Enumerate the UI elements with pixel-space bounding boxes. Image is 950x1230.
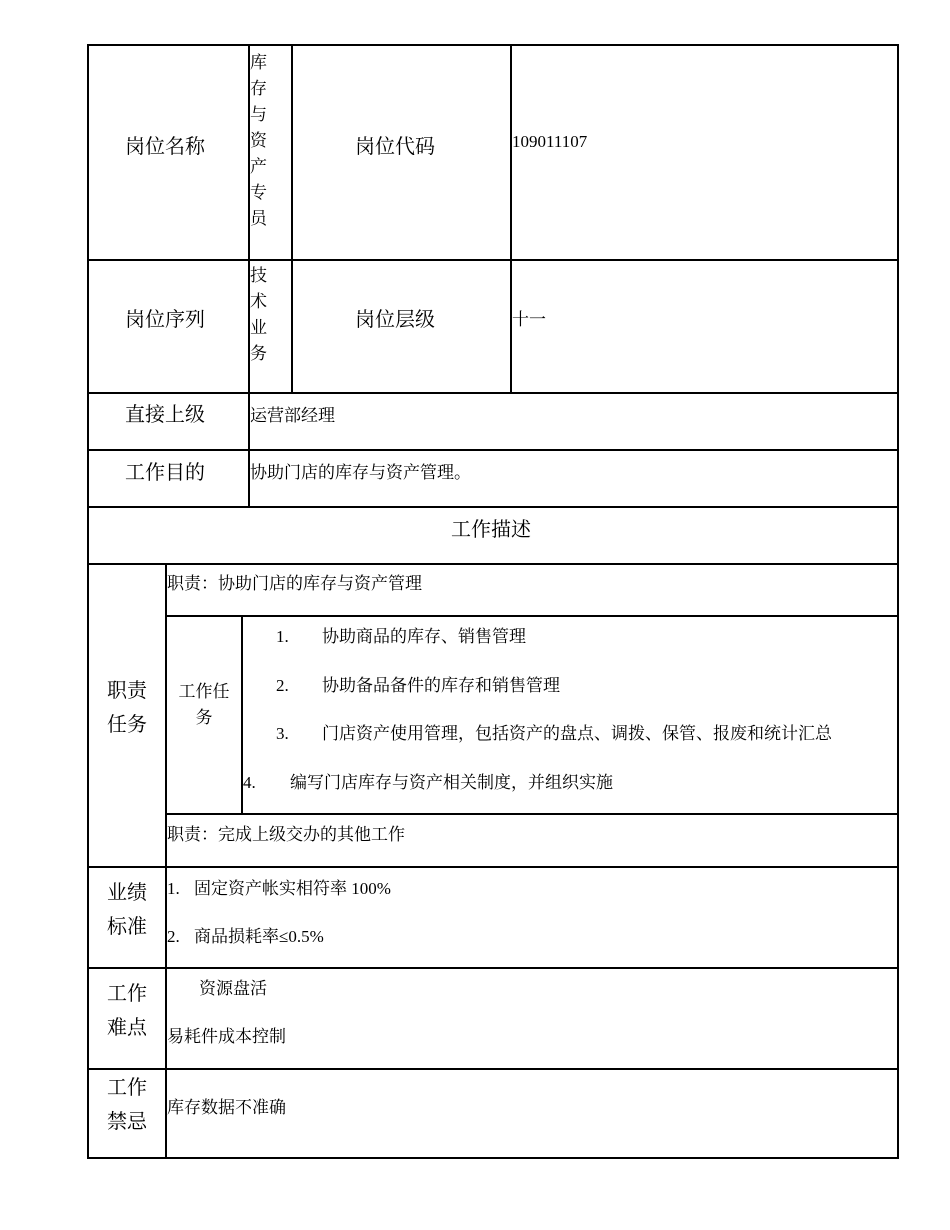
duties-label-line1: 职责 bbox=[107, 678, 147, 702]
task-item bbox=[276, 622, 526, 647]
task-text: 协助商品的库存、销售管理 bbox=[322, 627, 526, 646]
duties-label-line2: 任务 bbox=[107, 712, 147, 736]
performance-text: 商品损耗率≤0.5% bbox=[194, 927, 324, 946]
task-text: 编写门店库存与资产相关制度，并组织实施 bbox=[290, 773, 613, 792]
table-border-right bbox=[897, 44, 899, 1159]
row-divider bbox=[87, 506, 899, 508]
row-divider bbox=[165, 615, 899, 617]
task-number: 3. bbox=[276, 724, 289, 743]
taboo-item: 库存数据不准确 bbox=[167, 1098, 286, 1117]
post-sequence-value: 技术业务 bbox=[250, 266, 267, 364]
task-item bbox=[276, 719, 832, 744]
description-title: 工作描述 bbox=[451, 517, 531, 541]
performance-label-line2: 标准 bbox=[107, 914, 147, 938]
purpose-value: 协助门店的库存与资产管理。 bbox=[250, 463, 471, 482]
row-divider bbox=[165, 813, 899, 815]
column-divider bbox=[291, 44, 293, 394]
post-level-label: 岗位层级 bbox=[355, 307, 435, 331]
row-divider bbox=[87, 1068, 899, 1070]
row-divider bbox=[87, 259, 899, 261]
row-divider bbox=[87, 563, 899, 565]
table-border-top bbox=[87, 44, 899, 46]
post-code-value: 109011107 bbox=[512, 132, 588, 151]
taboo-label-line2: 禁忌 bbox=[107, 1109, 147, 1133]
task-number: 1. bbox=[276, 627, 289, 646]
difficulty-item: 易耗件成本控制 bbox=[167, 1027, 286, 1046]
performance-item bbox=[167, 874, 391, 899]
taboo-label bbox=[89, 1070, 165, 1138]
column-divider bbox=[165, 563, 167, 1159]
difficulty-label-line2: 难点 bbox=[107, 1015, 147, 1039]
task-item bbox=[243, 768, 613, 793]
tasks-label bbox=[167, 679, 241, 731]
row-divider bbox=[87, 449, 899, 451]
superior-value: 运营部经理 bbox=[250, 406, 335, 425]
task-item bbox=[276, 671, 560, 696]
tasks-label-line1: 工作任 bbox=[178, 682, 230, 702]
purpose-label: 工作目的 bbox=[125, 460, 205, 484]
post-level-value: 十一 bbox=[512, 310, 546, 329]
post-sequence-label: 岗位序列 bbox=[125, 307, 205, 331]
performance-label bbox=[89, 875, 165, 943]
taboo-label-line1: 工作 bbox=[107, 1075, 147, 1099]
task-number: 4. bbox=[243, 773, 256, 792]
post-name-label: 岗位名称 bbox=[125, 134, 205, 158]
post-code-label: 岗位代码 bbox=[355, 134, 435, 158]
post-name-value: 库存与资产专员 bbox=[250, 53, 267, 229]
difficulty-label bbox=[89, 976, 165, 1044]
row-divider bbox=[87, 866, 899, 868]
difficulty-label-line1: 工作 bbox=[107, 981, 147, 1005]
duty-1: 职责：协助门店的库存与资产管理 bbox=[167, 574, 422, 593]
task-number: 2. bbox=[276, 676, 289, 695]
duty-2: 职责：完成上级交办的其他工作 bbox=[167, 825, 405, 844]
performance-item bbox=[167, 922, 324, 947]
performance-label-line1: 业绩 bbox=[107, 880, 147, 904]
superior-label: 直接上级 bbox=[125, 402, 205, 426]
performance-text: 固定资产帐实相符率 100% bbox=[194, 879, 391, 898]
task-text: 协助备品备件的库存和销售管理 bbox=[322, 676, 560, 695]
tasks-label-line2: 务 bbox=[195, 708, 213, 728]
row-divider bbox=[87, 967, 899, 969]
column-divider bbox=[510, 44, 512, 394]
performance-number: 2. bbox=[167, 927, 180, 946]
difficulty-item: 资源盘活 bbox=[199, 979, 267, 998]
row-divider bbox=[87, 392, 899, 394]
performance-number: 1. bbox=[167, 879, 180, 898]
duties-label bbox=[89, 673, 165, 741]
task-text: 门店资产使用管理，包括资产的盘点、调拨、保管、报废和统计汇总 bbox=[322, 724, 832, 743]
table-border-bottom bbox=[87, 1157, 899, 1159]
